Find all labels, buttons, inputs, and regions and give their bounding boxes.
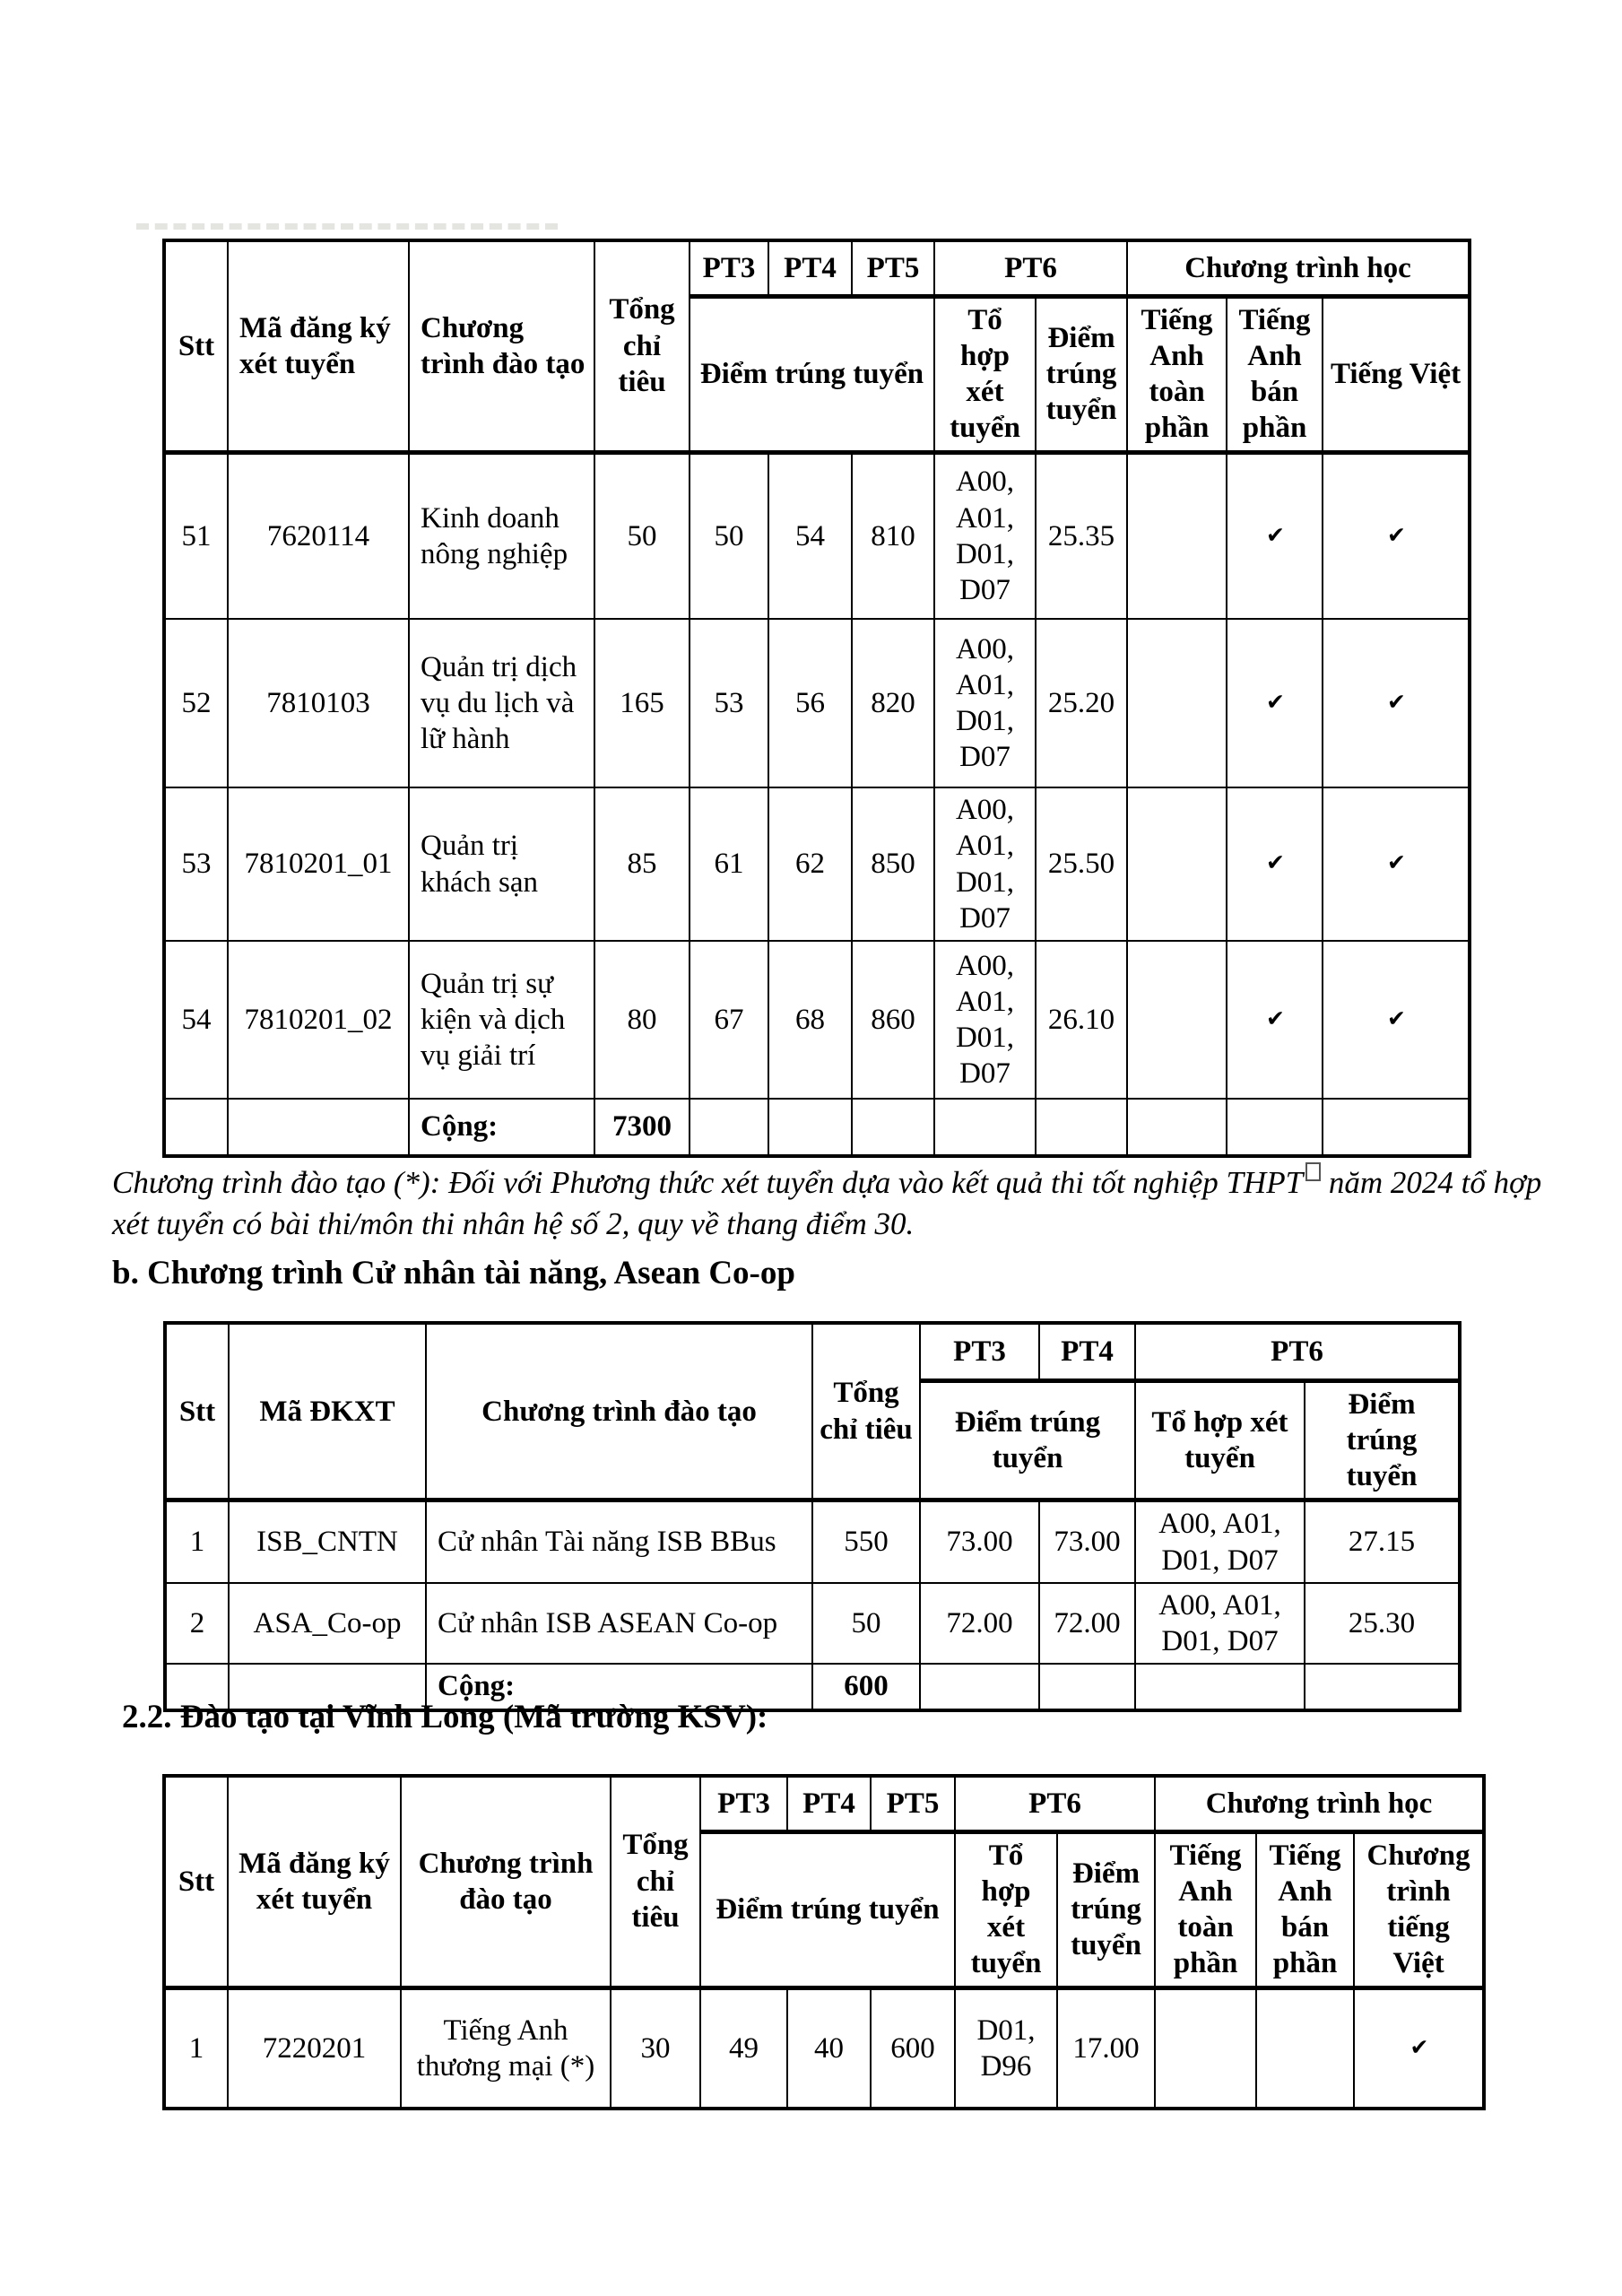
cell-ma: 7810201_01 xyxy=(228,787,409,941)
total-label: Cộng: xyxy=(426,1664,812,1709)
header-pt6: PT6 xyxy=(934,240,1127,296)
footnote-text-2: năm 2024 tổ hợp xét tuyển có bài thi/môn thi nhân hệ số 2, quy về thang điểm 30. xyxy=(112,1165,1542,1242)
header-stt: Stt xyxy=(164,240,228,452)
cell-ta-toan-phan xyxy=(1127,787,1227,941)
footnote xyxy=(112,1162,1547,1245)
cell-ten-nganh: Quản trị khách sạn xyxy=(409,787,594,941)
cell-pt5: 820 xyxy=(852,619,934,787)
header-pt3: PT3 xyxy=(700,1776,787,1831)
cell-empty xyxy=(1305,1664,1460,1709)
cell-to-hop: A00, A01, D01, D07 xyxy=(934,787,1036,941)
cell-empty xyxy=(1227,1099,1323,1156)
cell-chi-tieu: 30 xyxy=(611,1987,700,2109)
cell-pt3: 73.00 xyxy=(920,1500,1039,1583)
header-tieng-viet: Tiếng Việt xyxy=(1323,296,1470,452)
cell-ta-ban-phan-check: ✔ xyxy=(1227,452,1323,619)
section-22-heading: 2.2. Đào tạo tại Vĩnh Long (Mã trường KSV): xyxy=(122,1699,768,1735)
cell-tieng-viet-check: ✔ xyxy=(1323,452,1470,619)
cell-pt3: 72.00 xyxy=(920,1583,1039,1665)
cell-ten-nganh: Cử nhân ISB ASEAN Co-op xyxy=(426,1583,812,1665)
cell-ma: 7810201_02 xyxy=(228,941,409,1099)
header-pt5: PT5 xyxy=(871,1776,955,1831)
cell-empty xyxy=(1039,1664,1135,1709)
table-row xyxy=(164,787,1470,941)
cell-pt5: 850 xyxy=(852,787,934,941)
cell-stt: 52 xyxy=(164,619,228,787)
cell-diem: 27.15 xyxy=(1305,1500,1460,1583)
cell-stt: 51 xyxy=(164,452,228,619)
cell-to-hop: A00, A01, D01, D07 xyxy=(934,941,1036,1099)
header-pt6: PT6 xyxy=(1135,1323,1460,1380)
cell-diem: 25.30 xyxy=(1305,1583,1460,1665)
cell-ma: ISB_CNTN xyxy=(229,1500,426,1583)
cell-pt4: 40 xyxy=(787,1987,871,2109)
cell-stt: 1 xyxy=(164,1987,228,2109)
cell-stt: 54 xyxy=(164,941,228,1099)
cell-ta-toan-phan xyxy=(1127,452,1227,619)
header-diem-trung-tuyen-pt6: Điểm trúng tuyển xyxy=(1057,1831,1155,1987)
cell-to-hop: A00, A01, D01, D07 xyxy=(934,452,1036,619)
cell-stt: 53 xyxy=(164,787,228,941)
header-ma-dang-ky: Mã đăng ký xét tuyển xyxy=(228,1776,401,1987)
total-value: 7300 xyxy=(594,1099,690,1156)
header-to-hop-xet-tuyen: Tổ hợp xét tuyển xyxy=(955,1831,1057,1987)
table-row xyxy=(164,619,1470,787)
cell-ta-ban-phan-check: ✔ xyxy=(1227,787,1323,941)
section-b-heading: b. Chương trình Cử nhân tài năng, Asean Co-op xyxy=(112,1255,795,1292)
cell-pt5: 860 xyxy=(852,941,934,1099)
cell-ta-toan-phan xyxy=(1127,941,1227,1099)
cell-ta-toan-phan xyxy=(1127,619,1227,787)
cell-to-hop: A00, A01, D01, D07 xyxy=(1135,1500,1305,1583)
header-diem-trung-tuyen-pt6: Điểm trúng tuyển xyxy=(1036,296,1127,452)
cell-pt4: 72.00 xyxy=(1039,1583,1135,1665)
cell-pt4: 56 xyxy=(768,619,852,787)
cell-ten-nganh: Quản trị dịch vụ du lịch và lữ hành xyxy=(409,619,594,787)
table-row xyxy=(164,452,1470,619)
cell-to-hop: D01, D96 xyxy=(955,1987,1057,2109)
cell-chi-tieu: 165 xyxy=(594,619,690,787)
cell-empty xyxy=(228,1099,409,1156)
header-group-row xyxy=(165,1323,1460,1380)
header-pt5: PT5 xyxy=(852,240,934,296)
header-diem-trung-tuyen-pt6: Điểm trúng tuyển xyxy=(1305,1380,1460,1500)
admission-table-main xyxy=(162,239,1471,1158)
header-chuong-trinh-hoc: Chương trình học xyxy=(1155,1776,1484,1831)
cell-to-hop: A00, A01, D01, D07 xyxy=(1135,1583,1305,1665)
header-ma-dang-ky: Mã đăng ký xét tuyển xyxy=(228,240,409,452)
header-chuong-trinh-dao-tao: Chương trình đào tạo xyxy=(401,1776,611,1987)
header-tieng-anh-ban-phan: Tiếng Anh bán phần xyxy=(1256,1831,1354,1987)
scan-noise-artifact xyxy=(136,223,558,230)
header-tong-chi-tieu: Tổng chỉ tiêu xyxy=(611,1776,700,1987)
header-to-hop-xet-tuyen: Tổ hợp xét tuyển xyxy=(934,296,1036,452)
cell-empty xyxy=(768,1099,852,1156)
table-row xyxy=(164,1987,1484,2109)
cell-empty xyxy=(690,1099,768,1156)
cell-diem: 17.00 xyxy=(1057,1987,1155,2109)
cell-chi-tieu: 85 xyxy=(594,787,690,941)
table-row xyxy=(164,941,1470,1099)
cell-chi-tieu: 50 xyxy=(812,1583,920,1665)
cell-pt5: 600 xyxy=(871,1987,955,2109)
cell-empty xyxy=(1135,1664,1305,1709)
cell-ma: ASA_Co-op xyxy=(229,1583,426,1665)
header-to-hop-xet-tuyen: Tổ hợp xét tuyển xyxy=(1135,1380,1305,1500)
cell-diem: 25.50 xyxy=(1036,787,1127,941)
cell-empty xyxy=(164,1099,228,1156)
footnote-text-1: Chương trình đào tạo (*): Đối với Phương thức xét tuyển dựa vào kết quả thi tốt nghiệp THPT xyxy=(112,1165,1304,1200)
cell-ta-ban-phan xyxy=(1256,1987,1354,2109)
table-row xyxy=(165,1583,1460,1665)
cell-empty xyxy=(1127,1099,1227,1156)
header-pt3: PT3 xyxy=(920,1323,1039,1380)
header-pt3: PT3 xyxy=(690,240,768,296)
cell-ten-nganh: Tiếng Anh thương mại (*) xyxy=(401,1987,611,2109)
cell-pt5: 810 xyxy=(852,452,934,619)
header-stt: Stt xyxy=(164,1776,228,1987)
header-pt4: PT4 xyxy=(768,240,852,296)
header-pt4: PT4 xyxy=(787,1776,871,1831)
total-row xyxy=(164,1099,1470,1156)
header-pt6: PT6 xyxy=(955,1776,1155,1831)
header-tieng-anh-toan-phan: Tiếng Anh toàn phần xyxy=(1155,1831,1256,1987)
header-chuong-trinh-tieng-viet: Chương trình tiếng Việt xyxy=(1354,1831,1484,1987)
cell-ma: 7220201 xyxy=(228,1987,401,2109)
cell-diem: 25.20 xyxy=(1036,619,1127,787)
header-tieng-anh-toan-phan: Tiếng Anh toàn phần xyxy=(1127,296,1227,452)
cell-empty xyxy=(920,1664,1039,1709)
cell-pt3: 49 xyxy=(700,1987,787,2109)
table-row xyxy=(165,1500,1460,1583)
header-tong-chi-tieu: Tổng chỉ tiêu xyxy=(594,240,690,452)
cell-ten-nganh: Kinh doanh nông nghiệp xyxy=(409,452,594,619)
cell-tieng-viet-check: ✔ xyxy=(1323,619,1470,787)
header-group-row xyxy=(164,1776,1484,1831)
cell-pt3: 50 xyxy=(690,452,768,619)
cell-pt4: 54 xyxy=(768,452,852,619)
header-diem-trung-tuyen: Điểm trúng tuyển xyxy=(920,1380,1135,1500)
admission-table-vinhlong xyxy=(162,1774,1486,2110)
cell-pt3: 67 xyxy=(690,941,768,1099)
admission-table-isb xyxy=(163,1321,1462,1712)
cell-pt4: 62 xyxy=(768,787,852,941)
header-tong-chi-tieu: Tổng chỉ tiêu xyxy=(812,1323,920,1500)
cell-ten-nganh: Quản trị sự kiện và dịch vụ giải trí xyxy=(409,941,594,1099)
cell-empty xyxy=(934,1099,1036,1156)
cell-stt: 2 xyxy=(165,1583,229,1665)
header-chuong-trinh-dao-tao: Chương trình đào tạo xyxy=(426,1323,812,1500)
cell-pt3: 53 xyxy=(690,619,768,787)
cell-ma: 7620114 xyxy=(228,452,409,619)
cell-empty xyxy=(1323,1099,1470,1156)
cell-chi-tieu: 50 xyxy=(594,452,690,619)
cell-ma: 7810103 xyxy=(228,619,409,787)
header-tieng-anh-ban-phan: Tiếng Anh bán phần xyxy=(1227,296,1323,452)
cell-tieng-viet-check: ✔ xyxy=(1354,1987,1484,2109)
cell-tieng-viet-check: ✔ xyxy=(1323,787,1470,941)
cell-ten-nganh: Cử nhân Tài năng ISB BBus xyxy=(426,1500,812,1583)
header-stt: Stt xyxy=(165,1323,229,1500)
cell-pt4: 68 xyxy=(768,941,852,1099)
header-diem-trung-tuyen: Điểm trúng tuyển xyxy=(690,296,934,452)
total-value: 600 xyxy=(812,1664,920,1709)
cell-diem: 26.10 xyxy=(1036,941,1127,1099)
header-diem-trung-tuyen: Điểm trúng tuyển xyxy=(700,1831,955,1987)
cell-ta-ban-phan-check: ✔ xyxy=(1227,619,1323,787)
header-chuong-trinh-dao-tao: Chương trình đào tạo xyxy=(409,240,594,452)
cell-to-hop: A00, A01, D01, D07 xyxy=(934,619,1036,787)
cell-tieng-viet-check: ✔ xyxy=(1323,941,1470,1099)
cell-ta-toan-phan xyxy=(1155,1987,1256,2109)
cell-chi-tieu: 550 xyxy=(812,1500,920,1583)
header-chuong-trinh-hoc: Chương trình học xyxy=(1127,240,1470,296)
cell-pt3: 61 xyxy=(690,787,768,941)
header-pt4: PT4 xyxy=(1039,1323,1135,1380)
cell-diem: 25.35 xyxy=(1036,452,1127,619)
cell-ta-ban-phan-check: ✔ xyxy=(1227,941,1323,1099)
header-ma-dkxt: Mã ĐKXT xyxy=(229,1323,426,1500)
cell-empty xyxy=(852,1099,934,1156)
cell-empty xyxy=(1036,1099,1127,1156)
header-group-row xyxy=(164,240,1470,296)
cell-chi-tieu: 80 xyxy=(594,941,690,1099)
cell-stt: 1 xyxy=(165,1500,229,1583)
missing-glyph-box xyxy=(1305,1162,1321,1181)
total-label: Cộng: xyxy=(409,1099,594,1156)
cell-pt4: 73.00 xyxy=(1039,1500,1135,1583)
